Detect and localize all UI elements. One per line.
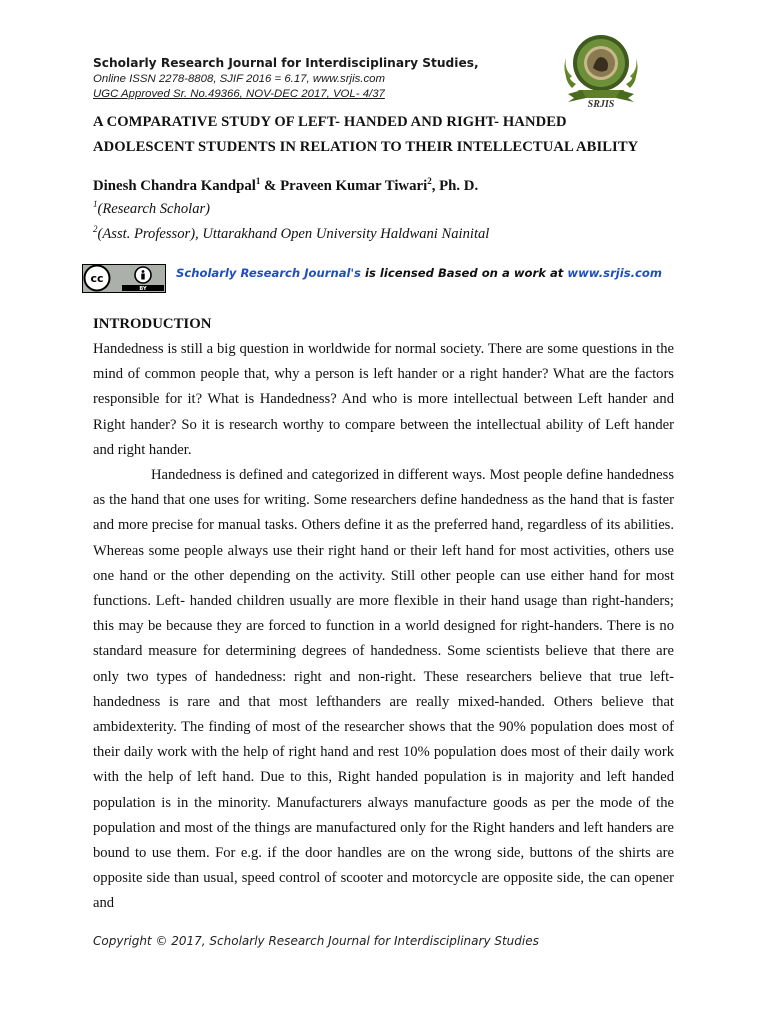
- author-1-sup: 1: [255, 176, 261, 186]
- author-2-sup: 2: [427, 176, 432, 186]
- srjis-logo: [560, 32, 642, 110]
- journal-name: Scholarly Research Journal for Interdisciplinary Studies,: [93, 56, 479, 70]
- copyright-footer: Copyright © 2017, Scholarly Research Journal for Interdisciplinary Studies: [93, 934, 539, 948]
- author-2: Praveen Kumar Tiwari: [280, 177, 428, 194]
- author-line: [93, 176, 478, 195]
- ugc-line: [93, 88, 385, 100]
- cc-by-label: BY: [139, 286, 147, 292]
- affiliation-2-text: (Asst. Professor), Uttarakhand Open University Haldwani Nainital: [97, 225, 490, 242]
- author-1: Dinesh Chandra Kandpal: [93, 177, 256, 194]
- logo-text: SRJIS: [587, 99, 615, 110]
- license-journal-name: Scholarly Research Journal's: [176, 266, 361, 280]
- affiliation-2-sup: 2: [93, 224, 98, 234]
- affiliation-2: [93, 224, 489, 243]
- author-separator: &: [260, 177, 281, 194]
- cc-by-license-badge[interactable]: [82, 264, 166, 293]
- issn-line: Online ISSN 2278-8808, SJIF 2016 = 6.17, www.srjis.com: [93, 73, 385, 85]
- paragraph-1: Handedness is still a big question in worldwide for normal society. There are some questions in the mind of common people that, why a person is left hander or a right hander? What are the factors responsible for it? What is Handedness? And who is more intellectual between Left hander and Right hander? So it is research worthy to compare between the intellectual ability of Left hander and right hander.: [93, 341, 674, 458]
- affiliation-1-text: (Research Scholar): [97, 200, 211, 217]
- ugc-line-text: UGC Approved Sr. No.49366, NOV-DEC 2017, VOL- 4/37: [93, 88, 385, 100]
- cc-symbol: cc: [90, 272, 104, 285]
- author-suffix: , Ph. D.: [431, 177, 479, 194]
- license-text: is licensed Based on a work at: [360, 266, 568, 280]
- affiliation-1: [93, 199, 210, 218]
- section-heading-introduction: INTRODUCTION: [93, 316, 212, 332]
- affiliation-1-sup: 1: [93, 199, 98, 209]
- paragraph-2: Handedness is defined and categorized in different ways. Most people define handedness as the hand that one uses for writing. Some researchers define handedness as the hand that is faster and more precise for manual tasks. Others define it as the preferred hand, regardless of its abilities. Whereas some people always use their right hand or their left hand for most activities, others use one hand or the other depending on the activity. Still other people can use either hand for most functions. Left- handed children usually are more flexible in their hand usage than right-handers; this may be because they are forced to function in a world designed for right-handers. There is no standard measure for determining degrees of handedness. Some scientists believe that there are only two types of handedness: right and non-right. These researchers believe that true left-handedness is rare and that most lefthanders are really mixed-handed. Others believe that ambidexterity. The finding of most of the researcher shows that the 90% population does most of their daily work with the help of right hand and rest 10% population does most of their daily work with the help of left hand. Due to this, Right handed population is in majority and left handed population is in the minority. Manufacturers always manufacture goods as per the mode of the population and most of the things are manufactured only for the Right handers and left handers are bound to use them. For e.g. if the door handles are on the wrong side, buttons of the shirts are opposite side than usual, speed control of scooter and motorcycle are opposite side, the can opener and: [93, 467, 674, 912]
- paper-title-line1: A COMPARATIVE STUDY OF LEFT- HANDED AND RIGHT- HANDED: [93, 114, 567, 130]
- license-statement: [176, 266, 662, 280]
- license-url-link[interactable]: www.srjis.com: [567, 266, 662, 280]
- paper-title-line2: ADOLESCENT STUDENTS IN RELATION TO THEIR INTELLECTUAL ABILITY: [93, 139, 639, 155]
